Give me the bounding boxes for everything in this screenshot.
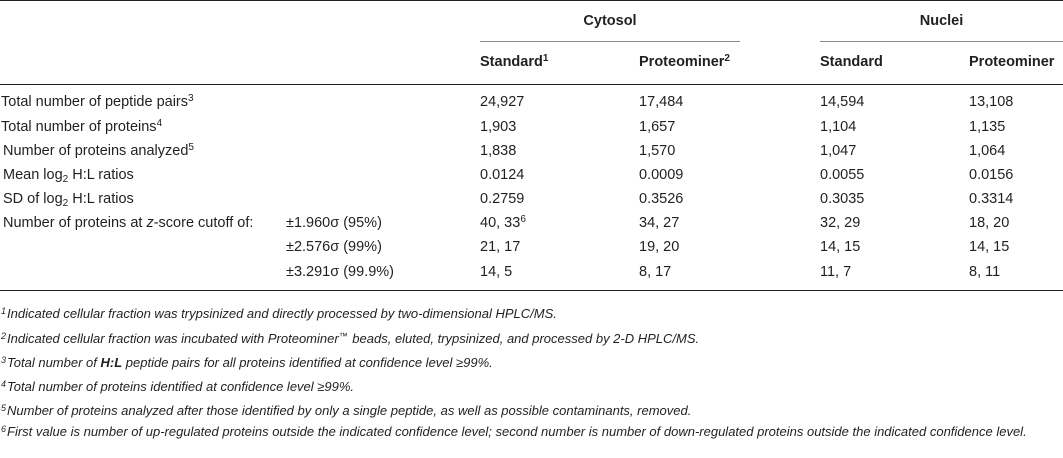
table-cell: 1,064: [969, 143, 1006, 159]
table-cell: 0.3035: [820, 191, 865, 207]
table-cell: 0.0156: [969, 167, 1014, 183]
table-cell: 14, 15: [969, 239, 1010, 255]
table-cell: 8, 11: [969, 264, 1001, 280]
table-cell: 18, 20: [969, 215, 1010, 231]
column-header-nuclei-proteominer: Proteominer: [969, 54, 1055, 70]
table-cell: 14, 5: [480, 264, 513, 280]
footnote-1: $^1$Indicated cellular fraction was trypsinized and directly processed by two-dimensional HPLC/MS.: [1, 306, 557, 321]
table-cell: 8, 17: [639, 264, 672, 280]
table-cell: 21, 17: [480, 239, 521, 255]
column-header-nuclei-standard: Standard: [820, 54, 883, 70]
row-label-proteins-analyzed: Number of proteins analyzed$^5$: [3, 142, 194, 159]
table-cell: 0.2759: [480, 191, 525, 207]
table-cell: 1,657: [639, 119, 676, 135]
table-cell: 11, 7: [820, 264, 852, 280]
table-cell: 24,927: [480, 94, 525, 110]
footnote-2: $^2$Indicated cellular fraction was incubated with Proteominer™ beads, eluted, trypsinized, and processed by 2-D HPLC/MS.: [1, 331, 700, 346]
table-cell: 1,135: [969, 119, 1006, 135]
table-cell: 14,594: [820, 94, 865, 110]
table-cell: 34, 27: [639, 215, 680, 231]
cutoff-label: ±1.960σ (95%): [286, 215, 382, 231]
table-cell: 1,838: [480, 143, 517, 159]
table-cell: 0.0009: [639, 167, 684, 183]
row-label-sd-log2: SD of $\log_2$ H:L ratios: [3, 191, 134, 209]
table-cell: 13,108: [969, 94, 1014, 110]
header-bottom-rule: [0, 84, 1063, 85]
table-cell: 0.3526: [639, 191, 684, 207]
cutoff-label: ±2.576σ (99%): [286, 239, 382, 255]
table-cell: 0.0124: [480, 167, 525, 183]
table-cell: 19, 20: [639, 239, 680, 255]
table-cell: 1,570: [639, 143, 676, 159]
column-header-cytosol-proteominer: Proteominer$^2$: [639, 53, 730, 70]
table-cell: 1,903: [480, 119, 517, 135]
footnote-6: $^6$First value is number of up-regulated proteins outside the indicated confidence level; second number is number of down-regulated proteins outside the indicated confidence level.: [1, 424, 1027, 439]
row-label-zscore-cutoff: Number of proteins at z-score cutoff of:: [3, 215, 254, 231]
footnote-5: $^5$Number of proteins analyzed after those identified by only a single peptide, as well as possible contaminants, removed.: [1, 403, 692, 418]
group-rule-nuclei: [820, 41, 1063, 42]
cutoff-label: ±3.291σ (99.9%): [286, 264, 394, 280]
row-label-peptide-pairs: Total number of peptide pairs$^3$: [1, 93, 194, 110]
row-label-mean-log2: Mean $\log_2$ H:L ratios: [3, 167, 134, 185]
table-cell: 32, 29: [820, 215, 861, 231]
table-cell: 17,484: [639, 94, 684, 110]
table-cell: 1,104: [820, 119, 857, 135]
footnote-3: $^3$Total number of H:L peptide pairs for all proteins identified at confidence level ≥99%.: [1, 355, 493, 370]
group-header-nuclei: Nuclei: [919, 13, 964, 29]
footnote-4: $^4$Total number of proteins identified at confidence level ≥99%.: [1, 379, 355, 394]
table-bottom-rule: [0, 290, 1063, 291]
group-header-cytosol: Cytosol: [583, 13, 637, 29]
group-rule-cytosol: [480, 41, 740, 42]
table-top-rule: [0, 0, 1063, 1]
table-cell: 0.0055: [820, 167, 865, 183]
table-cell: 0.3314: [969, 191, 1014, 207]
table-cell: 40, $33^6$: [480, 214, 526, 231]
column-header-cytosol-standard: Standard$^1$: [480, 53, 549, 70]
table-cell: 1,047: [820, 143, 857, 159]
row-label-total-proteins: Total number of proteins$^4$: [1, 118, 163, 135]
table-cell: 14, 15: [820, 239, 861, 255]
